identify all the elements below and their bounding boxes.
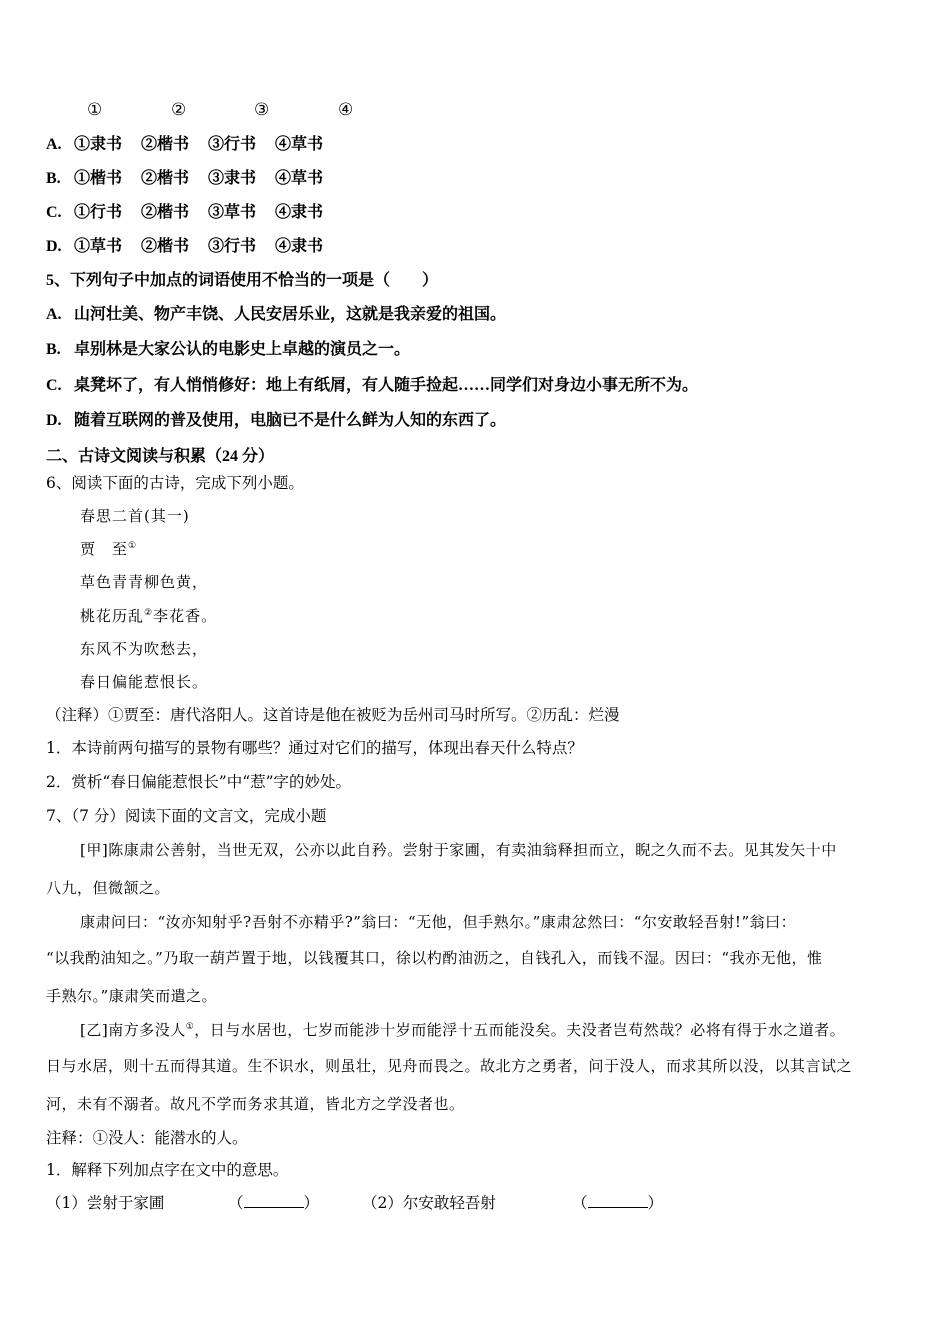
passage-yi-part: ，日与水居也，七岁而能涉十岁而能浮十五而能没矣。夫没者岂苟然哉？必将有得于水之道者。: [194, 1021, 846, 1039]
q4-number-1: ①: [87, 100, 103, 120]
passage-jia-line: 手熟尔。”康肃笑而遣之。: [46, 987, 218, 1005]
poem-line-1: 草色青青柳色黄，: [80, 573, 209, 591]
poem-author: [80, 539, 137, 559]
q4-number-row: [0, 100, 950, 122]
q7-answer-blank-1[interactable]: [228, 1193, 319, 1213]
footnote-marker: ①: [185, 1022, 195, 1032]
option-item: ④隶书: [275, 238, 324, 255]
poem-notes: （注释）①贾至：唐代洛阳人。这首诗是他在被贬为岳州司马时所写。②历乱：烂漫: [46, 706, 620, 724]
q7-sub-question-1: 1．解释下列加点字在文中的意思。: [46, 1161, 289, 1179]
option-item: ③行书: [208, 136, 257, 153]
passage-yi-line: 日与水居，则十五而得其道。生不识水，则虽壮，见舟而畏之。故北方之勇者，问于没人，而求其所以没，以其言试之: [46, 1057, 853, 1075]
option-letter: B.: [46, 170, 61, 187]
option-item: ①行书: [74, 204, 123, 221]
option-text: 随着互联网的普及使用，电脑已不是什么鲜为人知的东西了。: [74, 412, 507, 429]
poem-title: 春思二首(其一): [80, 507, 190, 525]
paren: ）: [647, 1194, 664, 1212]
q6-sub-question-1: 1．本诗前两句描写的景物有哪些？通过对它们的描写，体现出春天什么特点？: [46, 739, 583, 757]
option-letter: C.: [46, 204, 62, 221]
author-name: 贾 至: [80, 540, 129, 558]
answer-blank[interactable]: [244, 1193, 304, 1208]
item-label: （1）尝射于家圃: [46, 1194, 165, 1212]
q7-stem: 7、（7 分）阅读下面的文言文，完成小题: [46, 807, 327, 825]
poem-line-4: 春日偏能惹恨长。: [80, 673, 209, 691]
q6-sub-question-2: 2．赏析“春日偏能惹恨长”中“惹”字的妙处。: [46, 773, 352, 791]
passage-yi-line: [80, 1020, 845, 1040]
poem-line-2-part: 桃花历乱: [80, 607, 145, 625]
section-title: 二、古诗文阅读与积累（24 分）: [46, 448, 275, 465]
option-item: ②楷书: [141, 170, 190, 187]
q5-stem: 5、下列句子中加点的词语使用不恰当的一项是（ ）: [46, 272, 439, 289]
q7-answer-blank-2[interactable]: [572, 1193, 663, 1213]
option-letter: B.: [46, 341, 61, 358]
option-letter: A.: [46, 136, 62, 153]
passage-jia-line: [甲]陈康肃公善射，当世无双，公亦以此自矜。尝射于家圃，有卖油翁释担而立，睨之久而不去。见其发矢十中: [80, 841, 837, 859]
option-item: ③草书: [208, 204, 257, 221]
q7-item-2: [362, 1193, 496, 1213]
paren: （: [228, 1194, 244, 1212]
footnote-marker: ①: [128, 541, 138, 551]
passage-jia-line: “以我酌油知之。”乃取一葫芦置于地，以钱覆其口，徐以杓酌油沥之，自钱孔入，而钱不湿。因曰：“我亦无他，惟: [46, 949, 823, 967]
passage-yi-line: 河，未有不溺者。故凡不学而务求其道，皆北方之学没者也。: [46, 1095, 465, 1113]
option-item: ①楷书: [74, 170, 123, 187]
option-item: ①草书: [74, 238, 123, 255]
item-label: （2）尔安敢轻吾射: [362, 1194, 496, 1212]
q4-number-4: ④: [338, 100, 354, 120]
option-item: ④草书: [275, 136, 324, 153]
q4-number-3: ③: [254, 100, 270, 120]
option-text: 卓别林是大家公认的电影史上卓越的演员之一。: [74, 341, 411, 358]
q7-item-1: [46, 1193, 164, 1213]
q6-stem: 6、阅读下面的古诗，完成下列小题。: [46, 474, 304, 492]
footnote-marker: ②: [144, 608, 154, 618]
option-letter: A.: [46, 306, 62, 323]
passage-jia-line: 康肃问曰：“汝亦知射乎?吾射不亦精乎?”翁曰：“无他，但手熟尔。”康肃忿然曰：“尔安敢轻吾射!”翁曰：: [80, 913, 797, 931]
option-item: ④草书: [275, 170, 324, 187]
answer-blank[interactable]: [588, 1193, 648, 1208]
passage-jia-line: 八九，但微颔之。: [46, 879, 171, 897]
poem-line-2-part: 李花香。: [153, 607, 218, 625]
option-item: ②楷书: [141, 238, 190, 255]
poem-line-2: [80, 606, 217, 626]
option-text: 桌凳坏了，有人悄悄修好：地上有纸屑，有人随手捡起……同学们对身边小事无所不为。: [74, 377, 699, 394]
option-item: ③隶书: [208, 170, 257, 187]
option-item: ②楷书: [141, 204, 190, 221]
option-letter: C.: [46, 377, 62, 394]
paren: ）: [303, 1194, 320, 1212]
paren: （: [572, 1194, 588, 1212]
option-item: ②楷书: [141, 136, 190, 153]
poem-line-3: 东风不为吹愁去，: [80, 640, 209, 658]
passage-yi-part: [乙]南方多没人: [80, 1021, 186, 1039]
option-item: ①隶书: [74, 136, 123, 153]
option-text: 山河壮美、物产丰饶、人民安居乐业，这就是我亲爱的祖国。: [74, 306, 507, 323]
passage-note: 注释：①没人：能潜水的人。: [46, 1129, 248, 1147]
option-letter: D.: [46, 238, 62, 255]
q4-number-2: ②: [171, 100, 187, 120]
option-item: ④隶书: [275, 204, 324, 221]
option-letter: D.: [46, 412, 62, 429]
option-item: ③行书: [208, 238, 257, 255]
